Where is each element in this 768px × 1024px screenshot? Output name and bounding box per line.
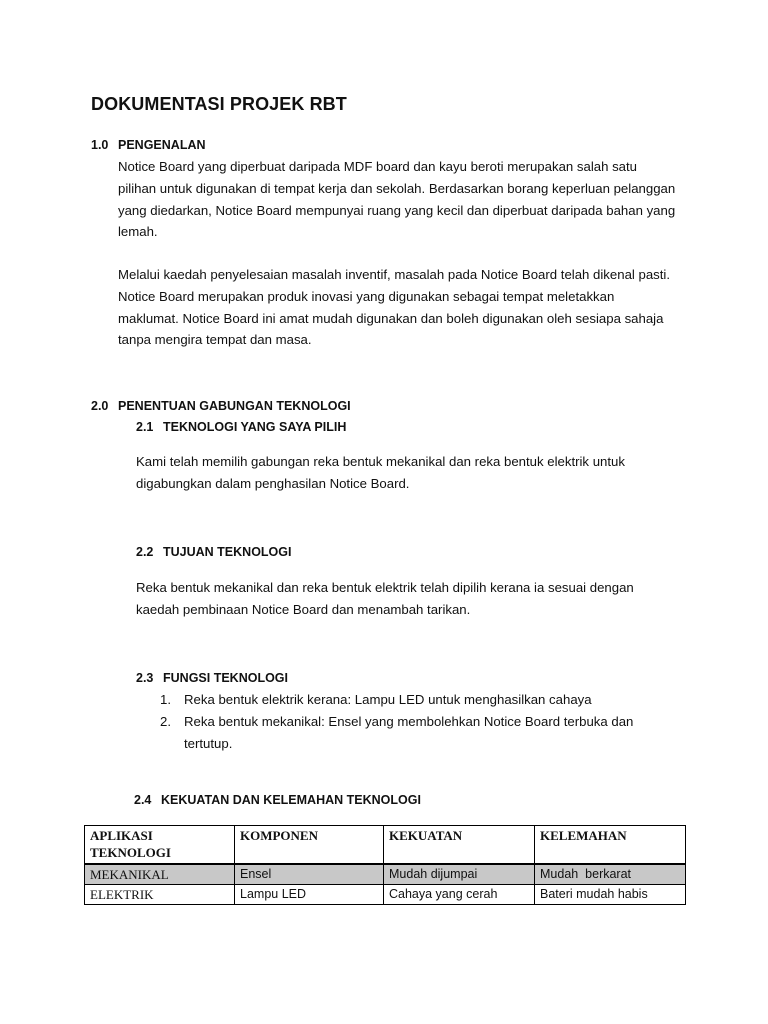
function-list bbox=[136, 689, 676, 754]
subsection-2-3-number: 2.3 bbox=[136, 671, 154, 685]
subsection-2-1-title: TEKNOLOGI YANG SAYA PILIH bbox=[163, 420, 347, 434]
table-cell: Mudah berkarat bbox=[535, 864, 686, 885]
table-header-row bbox=[85, 826, 686, 865]
table-cell: Lampu LED bbox=[235, 885, 384, 905]
subsection-2-4-heading bbox=[134, 793, 421, 807]
section-2-number: 2.0 bbox=[91, 399, 109, 413]
subsection-2-1-text: Kami telah memilih gabungan reka bentuk mekanikal dan reka bentuk elektrik untuk digabungkan dalam penghasilan Notice Board. bbox=[136, 454, 625, 491]
table-cell: Mudah dijumpai bbox=[384, 864, 535, 885]
list-item-text: Reka bentuk elektrik kerana: Lampu LED untuk menghasilkan cahaya bbox=[184, 692, 592, 707]
column-header: KEKUATAN bbox=[384, 826, 535, 865]
strengths-weaknesses-table bbox=[84, 825, 686, 905]
subsection-2-3-heading bbox=[136, 671, 288, 685]
table-cell: Cahaya yang cerah bbox=[384, 885, 535, 905]
subsection-2-4-number: 2.4 bbox=[134, 793, 152, 807]
document-title: DOKUMENTASI PROJEK RBT bbox=[91, 94, 347, 114]
subsection-2-2-title: TUJUAN TEKNOLOGI bbox=[163, 545, 292, 559]
table-cell: Bateri mudah habis bbox=[535, 885, 686, 905]
subsection-2-3-title: FUNGSI TEKNOLOGI bbox=[163, 671, 288, 685]
list-item bbox=[136, 689, 676, 711]
table-cell: Ensel bbox=[235, 864, 384, 885]
table-row bbox=[85, 864, 686, 885]
subsection-2-1-number: 2.1 bbox=[136, 420, 154, 434]
subsection-2-4-title: KEKUATAN DAN KELEMAHAN TEKNOLOGI bbox=[161, 793, 421, 807]
column-header: KOMPONEN bbox=[235, 826, 384, 865]
section-1-number: 1.0 bbox=[91, 138, 109, 152]
section-2-title: PENENTUAN GABUNGAN TEKNOLOGI bbox=[118, 399, 351, 413]
section-1-paragraph-2: Melalui kaedah penyelesaian masalah inventif, masalah pada Notice Board telah dikenal pasti. Notice Board merupakan produk inovasi yang digunakan sebagai tempat meletakkan maklumat. Notice Board ini amat mudah digunakan dan boleh digunakan oleh sesiapa sahaja tanpa mengira tempat dan masa. bbox=[118, 267, 671, 348]
section-1-heading bbox=[91, 138, 206, 152]
list-item-number: 2. bbox=[160, 713, 171, 729]
table-row bbox=[85, 885, 686, 905]
subsection-2-2-heading bbox=[136, 545, 291, 559]
subsection-2-2-text: Reka bentuk mekanikal dan reka bentuk elektrik telah dipilih kerana ia sesuai dengan kaedah pembinaan Notice Board dan menambah tarikan. bbox=[136, 580, 634, 617]
subsection-2-2-number: 2.2 bbox=[136, 545, 154, 559]
column-header: APLIKASI TEKNOLOGI bbox=[85, 826, 235, 865]
list-item bbox=[136, 711, 676, 755]
section-1-title: PENGENALAN bbox=[118, 138, 206, 152]
section-1-paragraph-1: Notice Board yang diperbuat daripada MDF board dan kayu beroti merupakan salah satu pilihan untuk digunakan di tempat kerja dan sekolah. Berdasarkan borang keperluan pelanggan yang diedarkan, Notice Board mempunyai ruang yang kecil dan diperbuat daripada bahan yang lemah. bbox=[118, 159, 676, 240]
list-item-number: 1. bbox=[160, 692, 171, 707]
section-2-heading bbox=[91, 399, 351, 413]
table-cell: MEKANIKAL bbox=[85, 864, 235, 885]
subsection-2-1-heading bbox=[136, 420, 346, 434]
table-cell: ELEKTRIK bbox=[85, 885, 235, 905]
list-item-text: Reka bentuk mekanikal: Ensel yang membolehkan Notice Board terbuka dan tertutup. bbox=[184, 713, 634, 751]
column-header: KELEMAHAN bbox=[535, 826, 686, 865]
